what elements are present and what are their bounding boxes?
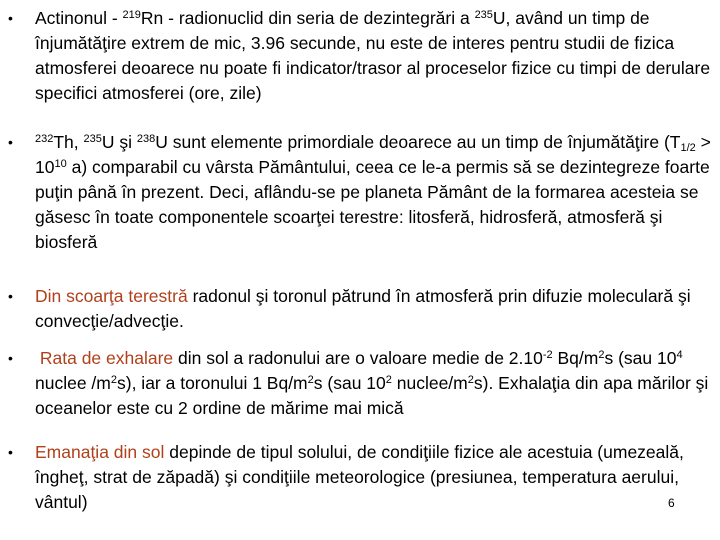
text-run: U şi [101, 132, 137, 152]
superscript: 2 [110, 374, 117, 386]
superscript: 2 [598, 349, 605, 361]
bullet-dot: • [8, 134, 13, 150]
superscript: 2 [467, 374, 474, 386]
bullet-dot: • [8, 10, 13, 26]
text-run: Bq/m [552, 348, 599, 368]
bullet-text [35, 346, 718, 421]
superscript: 219 [122, 9, 141, 21]
superscript: 10 [54, 158, 67, 170]
text-run: Th, [53, 132, 84, 152]
text-run: s (sau 10 [313, 373, 386, 393]
superscript: 232 [35, 133, 54, 145]
highlight-term: Rata de exhalare [39, 348, 174, 368]
superscript: -2 [542, 349, 553, 361]
text-run: > 10 [35, 132, 711, 177]
text-run: nuclee/m [391, 373, 468, 393]
bullet-dot: • [8, 444, 13, 460]
subscript: 1/2 [680, 142, 696, 154]
superscript: 235 [83, 133, 102, 145]
text-run: s), iar a toronului 1 Bq/m [117, 373, 308, 393]
bullet-text [35, 6, 718, 106]
text-run: depinde de tipul solului, de condiţiile fizice ale acestuia (umezeală, îngheţ, strat de zăpadă) şi condiţiile meteorologice (presiunea, temperatura aerului, vântul) [35, 442, 684, 512]
superscript: 2 [385, 374, 392, 386]
highlight-term: Emanaţia din sol [35, 442, 165, 462]
text-run: U, având un timp de înjumătăţire extrem de mic, 3.96 secunde, nu este de interes pentru studii de fizica atmosferei deoarece nu poate fi indicator/trasor al proceselor fizice cu timpi de derulare specifici atmosferei (ore, zile) [35, 8, 711, 103]
superscript: 4 [676, 349, 683, 361]
bullet-text [35, 440, 718, 515]
text-run: radonul şi toronul pătrund în atmosferă prin difuzie moleculară şi convecţie/advecţie. [35, 286, 691, 331]
bullet-text [35, 284, 718, 334]
text-run: Rn - radionuclid din seria de dezintegrări a [140, 8, 475, 28]
text-run: nuclee /m [35, 373, 111, 393]
text-run: Actinonul - [35, 8, 123, 28]
bullet-dot: • [8, 288, 13, 304]
text-run: s). Exhalaţia din apa mărilor şi oceanelor este cu 2 ordine de mărime mai mică [35, 373, 709, 418]
bullet-dot: • [8, 350, 13, 366]
superscript: 235 [474, 9, 493, 21]
superscript: 238 [136, 133, 156, 145]
bullet-text [35, 130, 718, 255]
text-run: U sunt elemente primordiale deoarece au un timp de înjumătăţire (T [155, 132, 681, 152]
highlight-term: Din scoarţa terestră [35, 286, 188, 306]
text-run: s (sau 10 [604, 348, 677, 368]
page-number: 6 [668, 496, 675, 510]
text-run: a) comparabil cu vârsta Pământului, ceea ce le-a permis să se dezintegreze foarte puţin până în prezent. Deci, aflându-se pe planeta Pământ de la formarea acesteia se găsesc în toate componentele scoarţei terestre: litosferă, hidrosferă, atmosferă şi biosferă [35, 157, 710, 252]
superscript: 2 [307, 374, 314, 386]
text-run: din sol a radonului are o valoare medie de 2.10 [173, 348, 543, 368]
